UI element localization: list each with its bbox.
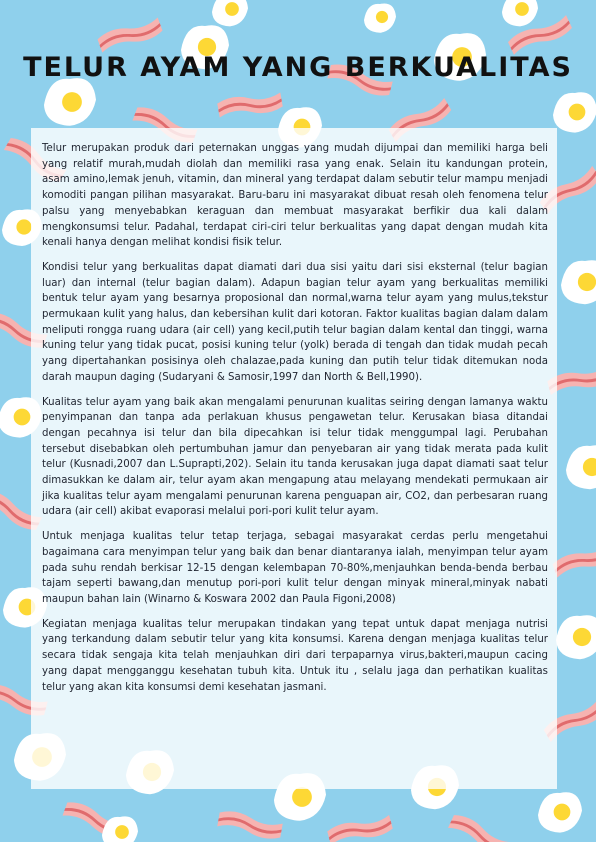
paragraph-intro: Telur merupakan produk dari peternakan unggas yang mudah dijumpai dan memiliki harga beli yang relatif murah,mudah diolah dan memiliki rasa yang enak. Selain itu kandungan protein, asam amino,lemak jenuh, vitamin, dan mineral yang terdapat dalam sebutir telur mampu menjadi komoditi pangan pilihan masyarakat. Baru-baru ini masyarakat dibuat resah oleh fenomena telur palsu yang menyebabkan keraguan dan membuat masyarakat berfikir dua kali dalam mengkonsumsi telur. Padahal, terdapat ciri-ciri telur berkualitas yang dapat dengan mudah kita kenali hanya dengan melihat kondisi fisik telur. — [42, 143, 548, 249]
fried-egg-icon — [502, 0, 538, 26]
fried-egg-icon — [44, 78, 96, 126]
paragraph-storage: Untuk menjaga kualitas telur tetap terjaga, sebagai masyarakat cerdas perlu mengetahui bagaimana cara menyimpan telur yang baik dan benar diantaranya ialah, menyimpan telur ayam pada suhu rendah berkisar 12-15 dengan kelembapan 70-80%,menjauhkan benda-benda berbau tajam seperti bawang,dan menutup pori-pori kulit telur dengan minyak mineral,minyak nabati maupun bahan lain (Winarno & Koswara 2002 dan Paula Figoni,2008) — [42, 531, 548, 605]
fried-egg-icon — [212, 0, 248, 26]
fried-egg-icon — [561, 260, 596, 304]
bacon-icon — [96, 14, 163, 56]
paragraph-conclusion: Kegiatan menjaga kualitas telur merupakan tindakan yang tepat untuk dapat menjaga nutrisi yang terkandung dalam sebutir telur yang kita konsumsi. Karena dengan menjaga kualitas telur secara tidak sengaja kita telah menjauhkan diri dari terpaparnya virus,bakteri,maupun cacing yang dapat mengganggu kesehatan tubuh kita. Untuk itu , selalu jaga dan perhatikan kualitas telur yang akan kita konsumsi demi kesehatan jasmani. — [42, 618, 548, 693]
bacon-icon — [217, 809, 284, 841]
article-panel — [31, 128, 557, 789]
fried-egg-icon — [566, 445, 596, 489]
fried-egg-icon — [538, 792, 582, 832]
fried-egg-icon — [102, 816, 138, 842]
bacon-icon — [551, 539, 596, 581]
fried-egg-icon — [553, 92, 596, 132]
fried-egg-icon — [556, 615, 596, 659]
page-title: TELUR AYAM YANG BERKUALITAS — [23, 52, 573, 83]
paragraph-quality-conditions: Kondisi telur yang berkualitas dapat diamati dari dua sisi yaitu dari sisi eksternal (telur bagian luar) dan internal (telur bagian dalam). Adapun bagian telur ayam yang berkualitas memiliki bentuk telur ayam yang besarnya proposional dan normal,warna telur ayam yang mulus,tekstur permukaan kulit yang halus, dan kebersihan kulit dari kotoran. Faktor kualitas bagian dalam dalam meliputi rongga ruang udara (air cell) yang kecil,putih telur bagian dalam kental dan tinggi, warna kuning telur yang tidak pucat, posisi kuning telur (yolk) berada di tengah dan tidak mudah pecah yang dipertahankan posisinya oleh chalazae,pada kuning dan putih telur tidak ditemukan noda darah maupun daging (Sudaryani & Samosir,1997 dan North & Bell,1990). — [42, 261, 548, 383]
fried-egg-icon — [364, 3, 396, 32]
bacon-icon — [326, 812, 393, 842]
paragraph-quality-decline: Kualitas telur ayam yang baik akan mengalami penurunan kualitas seiring dengan lamanya waktu penyimpanan dan tanpa ada perlakuan khusus pengawetan telur. Kerusakan biasa ditandai dengan pecahnya isi telur dan bila dipecahkan isi telur tidak menggumpal lagi. Perubahan tersebut disebabkan oleh pertumbuhan jamur dan penyebaran air yang tidak merata pada kulit telur (Kusnadi,2007 dan L.Suprapti,202). Selain itu tanda kerusakan juga dapat diamati saat telur dimasukkan ke dalam air, telur ayam akan mengapung atau melayang mendekati permukaan air jika kualitas telur ayam mengalami penurunan karena penguapan air, CO2, dan perbesaran ruang udara (air cell) akibat evaporasi melalui pori-pori kulit telur ayam. — [42, 396, 548, 518]
bacon-icon — [447, 812, 514, 842]
bacon-icon — [217, 89, 284, 121]
